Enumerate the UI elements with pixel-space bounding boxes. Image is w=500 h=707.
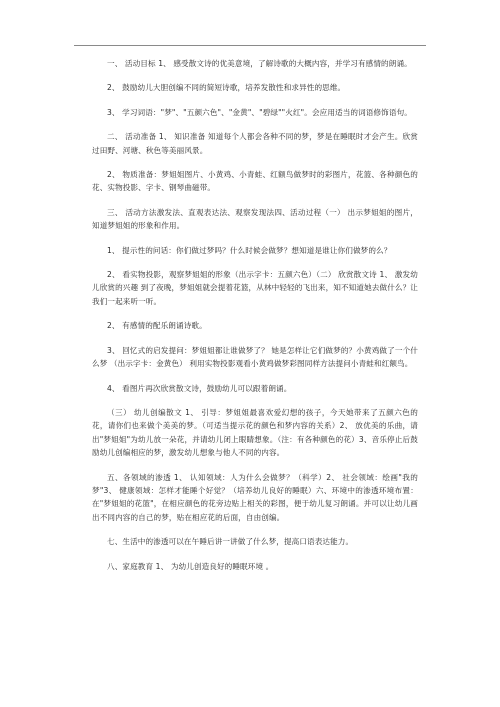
paragraph-domains: 五、各领域的渗透 1、 认知领域：人为什么会做梦？（科学）2、 社会领域：绘画"我的梦"3、 健康领域：怎样才能睡个好觉？（培养幼儿良好的睡眠）六、环境中的渗透环境布置：在"梦姐姐的花篮"，在相应颜色的花旁边贴上相关的彩图，便于幼儿复习朗诵。并可以让幼儿画出不同内容的自己的梦，贴在相应花的后面，自由创编。 <box>92 472 418 522</box>
paragraph-objectives: 一、 活动目标 1、 感受散文诗的优美意境，了解诗歌的大概内容，并学习有感情的朗诵。 <box>107 59 412 68</box>
paragraph-family: 八、家庭教育 1、 为幼儿创造良好的睡眠环境 。 <box>107 561 274 571</box>
paragraph-recital: 2、 有感情的配乐朗诵诗歌。 <box>107 321 207 331</box>
paragraph-objective-2: 2、 鼓励幼儿大胆创编不同的简短诗歌，培养发散性和求异性的思维。 <box>107 83 346 93</box>
paragraph-step-2: 2、 看实物投影，观察梦姐姐的形象（出示字卡：五颜六色）（二） 欣赏散文诗 1、 激发幼儿欣赏的兴趣 到了夜晚，梦姐姐就会提着花篮，从林中轻轻的飞出来，知不知道她去做什么？让我们一起来听一听。 <box>92 270 418 306</box>
document-body <box>92 57 418 573</box>
paragraph-methods-process: 三、 活动方法激发法、直观表达法、观察发现法四、活动过程（一） 出示梦姐姐的图片，知道梦姐姐的形象和作用。 <box>92 207 418 231</box>
paragraph-preparation: 二、 活动准备 1、 知识准备 知道每个人都会各种不同的梦，梦是在睡眠时才会产生。欣赏过田野、河塘、秋色等美丽风景。 <box>92 132 418 155</box>
paragraph-objective-3: 3、 学习词语："梦"、"五颜六色"、"金黄"、"碧绿""火红"。会应用适当的词语修饰语句。 <box>107 107 412 117</box>
paragraph-materials: 2、 物质准备：梦姐姐图片、小黄鸡、小青蛙、红额鸟做梦时的彩图片，花篮、各种颜色的花、实物投影、字卡、钢琴曲磁带。 <box>92 170 418 193</box>
paragraph-step-4: 4、 看图片再次欣赏散文诗，鼓励幼儿可以跟着朗诵。 <box>107 383 292 393</box>
paragraph-step-1: 1、 提示性的问话：你们做过梦吗？什么时候会做梦？想知道是谁让你们做梦的么？ <box>107 245 392 255</box>
paragraph-step-3: 3、 回忆式的启发提问：梦姐姐都让谁做梦了？ 她是怎样让它们做梦的？小黄鸡做了一个什么梦 （出示字卡：金黄色） 利用实物投影观看小黄鸡做梦彩图同样方法提问小青蛙和红额鸟。 <box>92 345 418 369</box>
paragraph-daily-life: 七、生活中的渗透可以在午睡后讲一讲做了什么梦，提高口语表达能力。 <box>107 537 354 547</box>
header-rule <box>74 45 426 46</box>
paragraph-creation: （三） 幼儿创编散文 1、 引导：梦姐姐最喜欢爱幻想的孩子，今天她带来了五颜六色的花，请你们也来做个美美的梦。（可适当提示花的颜色和梦内容的关系）2、 放优美的乐曲，请出"梦姐姐"为幼儿放一朵花，并请幼儿闭上眼睛想象。（注：有各种颜色的花）3、音乐停止后鼓励幼儿创编相应的梦，激发幼儿想象与他人不同的内容。 <box>92 407 418 458</box>
